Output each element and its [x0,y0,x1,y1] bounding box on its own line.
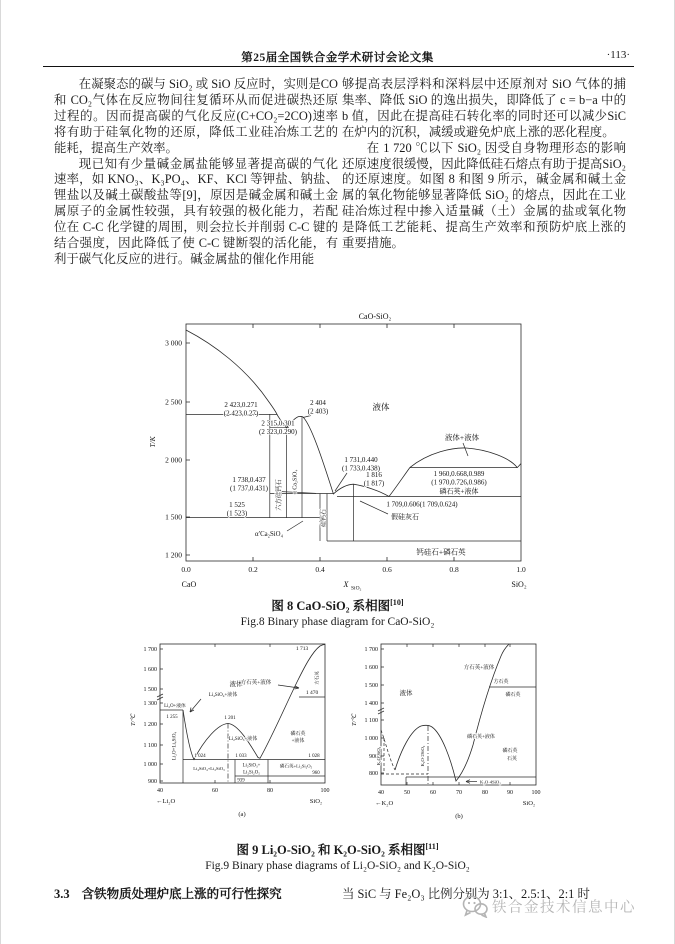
region-label-cristobalite-liquid: 方石英+液体 [463,665,495,671]
point-label: 2 404 [310,399,326,407]
x-tick-label: 0.4 [315,565,325,574]
y-tick-label: 900 [369,754,378,760]
x-axis-endpoint-sio2: SiO₂ [309,798,323,805]
x-tick-label: 0.2 [248,565,258,574]
region-label-li4sio4-liquid: Li₄SiO₄+液体 [208,693,238,698]
x-tick-label: 90 [507,790,513,796]
compound-label-k2o-sio2: K₂O·SiO₂ [376,746,381,766]
page-number: ·113· [606,49,630,61]
region-label-tridymite-liquid: 磷石英+液体 [439,487,479,496]
region-label-tridymite-liquid: 磷石英+液体 [467,735,495,740]
fig9a-axis-ticks [157,644,270,783]
region-label-liquid: 液体 [372,402,390,412]
fig9a-arrows [190,685,299,712]
point-label: (1 733,0.438) [342,464,380,473]
point-label: (2 403) [307,407,329,416]
region-label-tridymite-liquid-2: +液体 [291,739,305,744]
right-column [342,77,626,252]
y-tick-label: 1 300 [143,701,157,707]
y-tick-label: 1 400 [364,701,378,707]
point-label: 1 255 [166,715,178,720]
y-tick-label: 2 500 [165,397,182,407]
compound-label-k2o-2sio2: K₂O·2SiO₂ [420,745,425,767]
x-tick-label: 0.8 [449,565,459,574]
fig8-title: CaO-SiO₂ [358,312,392,321]
point-label: 1 713 [295,646,309,652]
region-label-quartz: 石英 [506,757,518,762]
region-label-cristobalite-liquid: 方石英+液体 [240,680,272,686]
fig9b-dashed-liquidus-left [381,730,395,770]
x-axis-endpoint-k2o: ←K₂O [375,800,394,807]
paragraph: 够提高表层浮料和深料层中还原剂对 SiO 气体的捕集率、降低 SiO 的逸出损失，即降低了 c = b−a 中的 b 值，因此在提高硅石转化率的同时还可以减少SiC 在炉内的沉积，减缓或避免炉底上涨的恶化程度。 [342,77,626,139]
fig8-caption-zh [1,596,674,614]
y-tick-label: 1 000 [143,762,157,768]
compound-label-k2o-4sio2: K₂O·4SiO₂ [480,779,501,785]
fig9a-sub-label: (a) [238,811,246,818]
x-tick-label: 60 [212,788,218,794]
x-axis-endpoint-sio2: SiO₂ [511,580,527,589]
region-label-tridymite-li2si2o5: 磷石英+Li₂Si₂O₅ [279,763,313,769]
point-label: 2 423,0.271 [224,401,258,409]
point-label: 1 033 [235,754,247,759]
point-label: 2 315,0.301 [261,419,295,428]
fig8-caption-reference: [10] [390,597,404,607]
x-tick-label: 0.0 [181,565,191,574]
y-tick-label: 1 100 [364,718,378,724]
region-label-cristobalite: 方石英 [314,671,320,685]
region-label-tridymite: 磷石英 [505,693,521,698]
region-label-liquid: 液体 [399,690,413,697]
region-label-wollastonite-column: 硅钙石 [321,508,328,528]
x-axis-endpoint-sio2: SiO₂ [522,800,536,807]
fig8-cao-sio2-phase-diagram [141,310,571,620]
x-tick-label: 50 [404,790,410,796]
y-tick-label: 1 700 [143,647,157,653]
x-tick-label: 40 [157,788,163,794]
fig9a-li2o-sio2-phase-diagram [128,640,343,830]
region-label-liquid: 液体 [229,681,243,688]
fig9-caption-reference: [11] [425,841,439,851]
region-label-tridymite-2: 磷石英 [502,749,518,754]
y-tick-label: 3 000 [165,338,182,348]
y-tick-label: 1 600 [364,665,378,671]
point-label: (2 323,0.290) [259,428,297,436]
y-axis-title: T/K [148,436,157,448]
y-tick-label: 1 100 [143,743,157,749]
x-tick-label: 40 [378,790,384,796]
section-heading [54,884,338,902]
region-label-alpha-prime-ca2sio4: α′Ca₂SiO₄ [255,531,283,538]
section-number: 3.3 [54,887,70,901]
left-column [54,77,338,268]
region-label-pseudowollastonite: 假硅灰石 [391,513,419,521]
point-label: 1 709,0.606(1 709,0.624) [386,500,458,509]
x-tick-label: 80 [267,788,273,794]
x-tick-label: 70 [456,790,462,796]
point-label: 960 [312,771,320,776]
point-label: 1 816 [366,471,382,479]
region-label-tridymite-liquid-1: 磷石英 [290,732,306,737]
fig9-caption-zh-text: 图 9 Li₂O-SiO₂ 和 K₂O-SiO₂ 系相图 [236,843,426,857]
point-label: 1 028 [308,754,320,759]
point-label: 1 470 [305,690,319,696]
region-label-li2o-li4sio4: Li₂O+Li₄SiO₄ [172,731,178,761]
region-label-li2sio3-liquid: Li₂SiO₃+液体 [228,737,258,742]
y-tick-label: 900 [148,779,157,785]
y-axis-title: T/℃ [131,714,137,726]
point-label: (1 817) [363,479,385,488]
fig9-caption-en: Fig.9 Binary phase diagrams of Li₂O-SiO₂ and K₂O-SiO₂ [205,860,470,872]
point-label: 1 525 [229,501,245,509]
point-label: (1 970,0.726,0.986) [431,478,487,487]
x-axis-title-subscript: SiO₂ [351,585,362,592]
fig9a-plot-frame [160,644,325,783]
region-label-li2o-liquid: Li₂O+液体 [164,704,186,709]
paragraph: 在 1 720 ℃以下 SiO₂ 因受自身物理形态的影响还原速度很缓慢，因此降低硅石熔点有助于提高SiO₂ 的还原速度。如图 8 和图 9 所示，碱金属和碱土金属的氧化物能够显著降低 SiO₂ 的熔点，因此在工业硅冶炼过程中掺入适量碱（土）金属的盐或氧化物是降低工艺能耗、提高生产效率和预防炉底上涨的重要措施。 [342,140,626,251]
y-tick-label: 2 000 [165,455,182,465]
point-label: 1 201 [224,716,236,721]
section-title: 含铁物质处理炉底上涨的可行性探究 [81,887,282,901]
point-label: (1 523) [226,509,248,518]
point-label: 1 960,0.668,0.989 [433,470,485,478]
fig8-miscibility-dome-curve [410,448,521,468]
x-tick-label: 100 [320,788,330,794]
y-tick-label: 800 [369,771,378,777]
point-label: 1 024 [194,754,206,759]
y-tick-label: 1 500 [364,683,378,689]
x-tick-label: 0.6 [382,565,392,574]
y-tick-label: 1 500 [143,687,157,693]
region-label-box-line1: Li₂SiO₃+ [242,763,261,769]
x-tick-label: 1.0 [516,565,526,574]
region-label-liquid-liquid: 液体+液体 [444,433,480,442]
y-tick-label: 1 200 [165,550,182,560]
y-tick-label: 1 000 [364,736,378,742]
region-label-hex-column: 六方硅钙石 [275,479,283,511]
fig9-caption-zh [1,840,674,858]
paragraph: 在凝聚态的碳与 SiO₂ 或 SiO 反应时，实则是CO 和 CO₂气体在反应物间往复循环从而促进碳热还原过程的。因而提高碳的气化反应(C+CO₂=2CO)速率将有助于硅氧化物的还原，降低工业硅冶炼工艺的能耗，提高生产效率。 [54,77,338,155]
paragraph: 现已知有少量碱金属盐能够显著提高碳的气化速率，如 KNO₃、K₃PO₄、KF、KCl 等钾盐、钠盐、锂盐以及碱土碳酸盐等[9]，原因是碱金属和碱土金属原子的金属性较强，具有较强的极化能力，若配位在 C-C 化学键的周围，则会拉长并削弱 C-C 键的结合强度，因此降低了使 C-C 键断裂的活化能，有利于碳气化反应的进行。碱金属盐的催化作用能 [54,156,338,266]
fig8-caption-en: Fig.8 Binary phase diagram for CaO-SiO₂ [240,616,435,628]
region-label-wollastonite-tridymite: 钙硅石+磷石英 [416,547,466,557]
fig8-caption-zh-text: 图 8 CaO-SiO₂ 系相图 [271,599,391,613]
bottom-right-paragraph: 当 SiC 与 Fe₂O₃ 比例分别为 3:1、2.5:1、2:1 时 [342,887,590,901]
x-tick-label: 60 [430,790,436,796]
region-label-box-line2: Li₂Si₂O₅ [243,770,260,776]
x-axis-title: X [343,580,349,589]
y-tick-label: 1 700 [364,647,378,653]
point-label: 1 731,0.440 [344,456,378,464]
y-axis-title: T/℃ [352,714,358,726]
fig9b-sub-label: (b) [455,813,463,820]
region-label-alpha-ca2sio4: α Ca₂SiO₄ [292,469,299,495]
watermark [462,894,636,918]
point-label: (2 423,0.27) [223,409,259,418]
point-label: 1 738,0.437 [232,476,266,484]
point-label: 939 [237,778,245,784]
x-axis-endpoint-cao: CaO [181,580,197,589]
header-title: 第25届全国铁合金学术研讨会论文集 [241,52,434,64]
region-label-li4sio4-li2sio3: Li₄SiO₄+Li₂SiO₃ [193,766,225,771]
x-tick-label: 100 [531,790,541,796]
x-axis-endpoint-li2o: ←Li₂O [156,798,176,805]
fig9b-plot-frame [381,644,536,785]
chat-logo-icon [462,894,488,918]
fig9b-arrow [466,780,477,784]
y-tick-label: 1 500 [165,512,182,522]
point-label: (1 737,0.431) [230,484,268,493]
y-tick-label: 1 600 [143,667,157,673]
region-label-cristobalite: 方石英 [493,680,509,685]
watermark-text: 铁合金技术信息中心 [492,899,636,916]
header-rule [43,66,634,67]
fig9b-k2o-sio2-phase-diagram [349,640,571,830]
x-tick-label: 80 [482,790,488,796]
y-tick-label: 1 200 [143,722,157,728]
